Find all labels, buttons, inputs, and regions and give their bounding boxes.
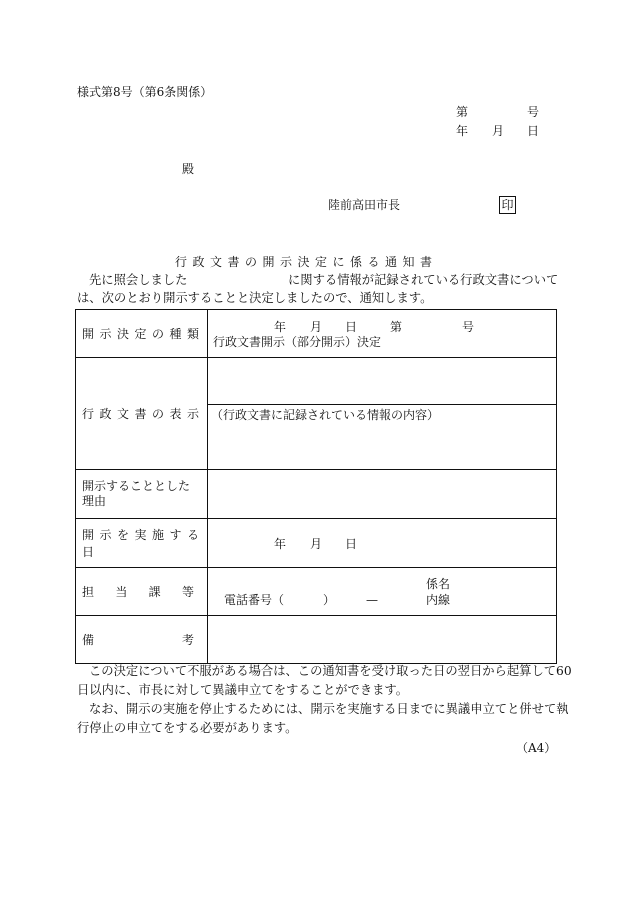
intro-paragraph bbox=[77, 270, 557, 308]
label-responsible-char3: 課 bbox=[148, 585, 161, 599]
intro-line2: は、次のとおり開示することと決定しましたので、通知します。 bbox=[77, 291, 433, 305]
label-remarks-char2: 考 bbox=[181, 633, 194, 647]
intro-part1: 先に照会しました bbox=[89, 273, 188, 287]
label-document-display: 行政文書の表示 bbox=[82, 407, 205, 421]
implementation-year: 年 bbox=[274, 536, 287, 551]
document-number-suffix: 号 bbox=[527, 105, 540, 119]
cell-implementation-date bbox=[208, 519, 557, 568]
cell-document-display bbox=[208, 358, 557, 470]
row-document-display bbox=[76, 358, 557, 470]
decision-date-day: 日 bbox=[345, 319, 358, 334]
label-responsible-char4: 等 bbox=[181, 585, 194, 599]
label-decision-type: 開示決定の種類 bbox=[82, 327, 205, 341]
cell-decision-type bbox=[208, 310, 557, 358]
label-reason-line2: 理由 bbox=[82, 494, 107, 508]
row-remarks bbox=[76, 616, 557, 664]
date-month: 月 bbox=[492, 124, 505, 138]
extension-label: 内線 bbox=[426, 592, 451, 607]
note2-line1: なお、開示の実施を停止するためには、開示を実施する日までに異議申立てと併せて執 bbox=[89, 702, 569, 716]
note1-line2: 日以内に、市長に対して異議申立てをすることができます。 bbox=[77, 683, 409, 697]
note2-line2: 行停止の申立てをする必要があります。 bbox=[77, 721, 298, 735]
document-number-prefix: 第 bbox=[456, 105, 469, 119]
phone-close-paren: ） bbox=[323, 592, 336, 607]
note1-line1: この決定について不服がある場合は、この通知書を受け取った日の翌日から起算して60 bbox=[89, 664, 572, 678]
decision-kind: 行政文書開示（部分開示）決定 bbox=[213, 334, 382, 349]
label-responsible-char1: 担 bbox=[82, 585, 95, 599]
cell-remarks bbox=[208, 616, 557, 664]
implementation-month: 月 bbox=[310, 536, 323, 551]
row-implementation-date bbox=[76, 519, 557, 568]
addressee-suffix: 殿 bbox=[182, 162, 195, 176]
paper-size: （A4） bbox=[516, 741, 557, 755]
section-name-label: 係名 bbox=[426, 576, 451, 591]
document-title: 行政文書の開示決定に係る通知書 bbox=[175, 255, 438, 269]
document-content-area bbox=[208, 405, 556, 469]
notes-section bbox=[77, 662, 572, 738]
label-reason-line1: 開示することとした bbox=[82, 479, 191, 493]
row-decision-type bbox=[76, 310, 557, 358]
document-name-area bbox=[208, 358, 556, 405]
row-disclosure-reason bbox=[76, 470, 557, 519]
decision-number-prefix: 第 bbox=[390, 319, 403, 334]
cell-disclosure-reason bbox=[208, 470, 557, 519]
decision-table bbox=[75, 309, 557, 664]
issuer-name: 陸前高田市長 bbox=[328, 198, 401, 212]
row-responsible-section bbox=[76, 568, 557, 616]
decision-date-month: 月 bbox=[310, 319, 323, 334]
label-remarks-char1: 備 bbox=[82, 633, 95, 647]
implementation-day: 日 bbox=[345, 536, 358, 551]
document-content-note: （行政文書に記録されている情報の内容） bbox=[211, 408, 440, 422]
label-implementation-date: 開示を実施する日 bbox=[82, 528, 205, 559]
phone-dash: — bbox=[366, 592, 378, 607]
cell-responsible-section bbox=[208, 568, 557, 616]
label-responsible-char2: 当 bbox=[115, 585, 128, 599]
decision-date-year: 年 bbox=[274, 319, 287, 334]
date-day: 日 bbox=[527, 124, 540, 138]
seal-stamp: 印 bbox=[499, 196, 516, 214]
decision-number-suffix: 号 bbox=[462, 319, 475, 334]
form-number: 様式第8号（第6条関係） bbox=[77, 85, 213, 99]
phone-label: 電話番号（ bbox=[224, 592, 285, 607]
date-year: 年 bbox=[456, 124, 469, 138]
intro-part2: に関する情報が記録されている行政文書について bbox=[288, 273, 559, 287]
